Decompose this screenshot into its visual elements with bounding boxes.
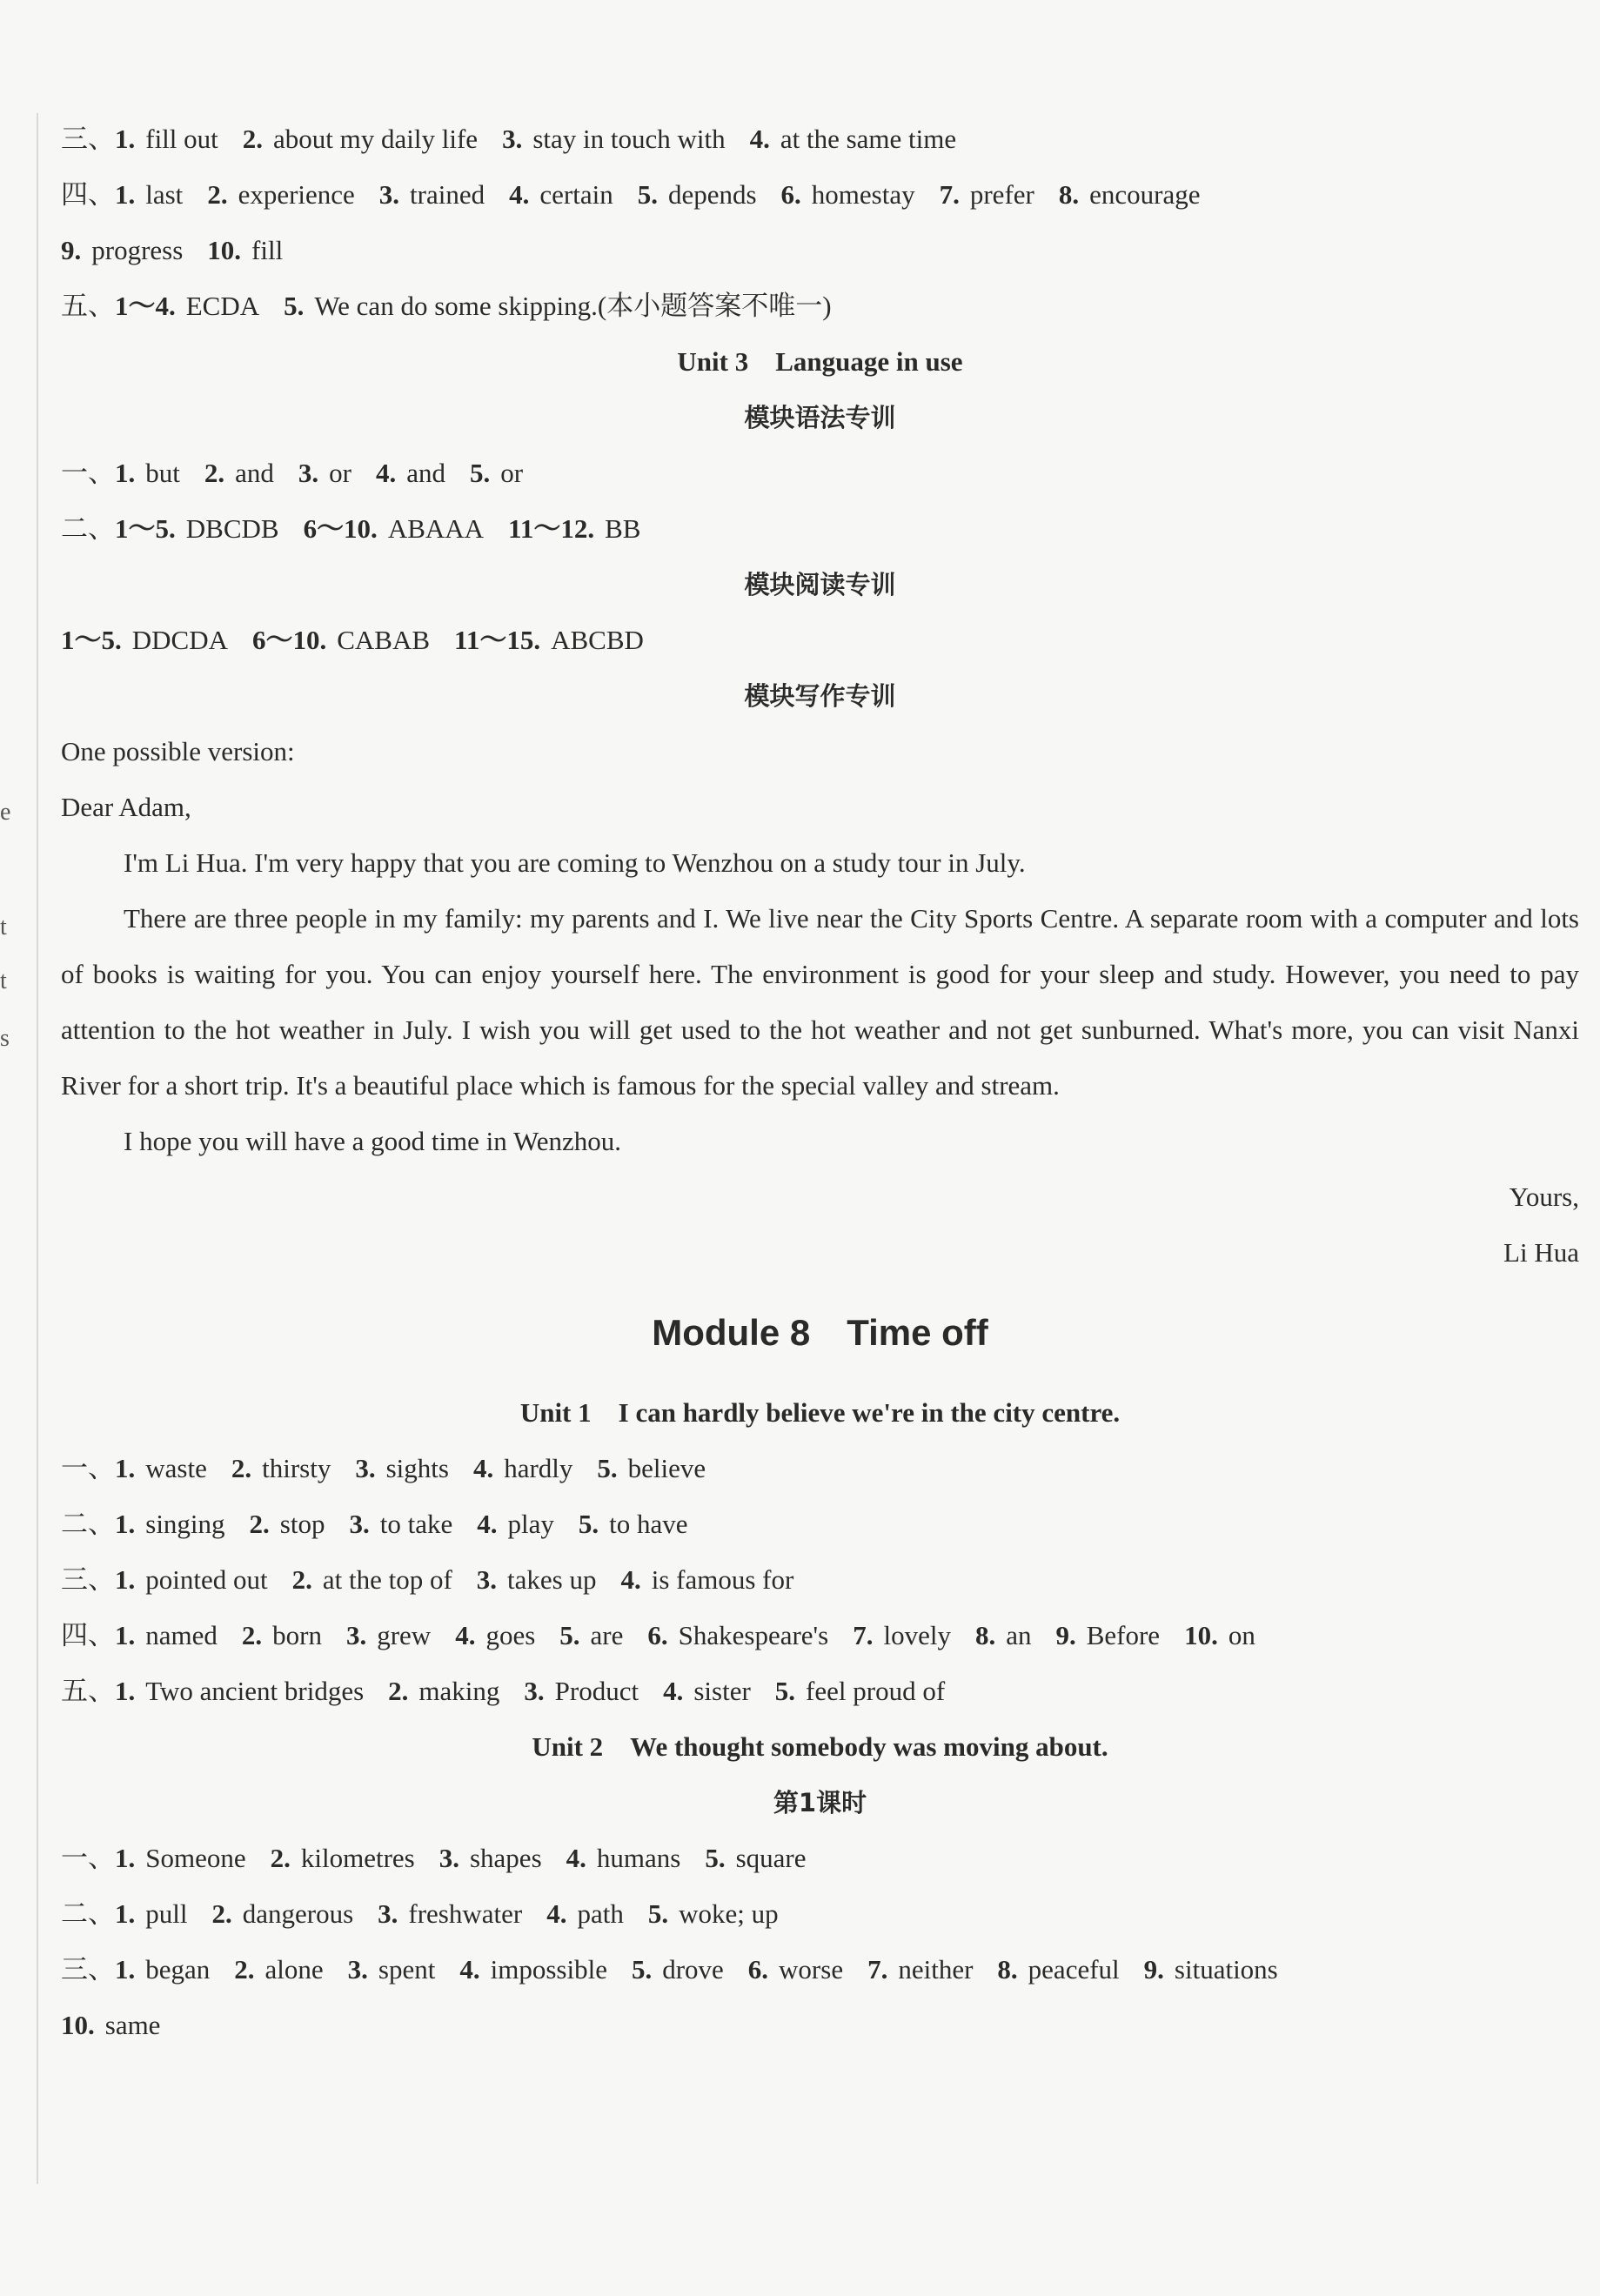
answer-row bbox=[61, 501, 1579, 557]
answer-text: named bbox=[145, 1620, 218, 1650]
section-prefix: 三、 bbox=[61, 1564, 115, 1595]
answer-text: at the top of bbox=[322, 1564, 452, 1595]
section-prefix: 四、 bbox=[61, 179, 115, 210]
letter-signature: Li Hua bbox=[1503, 1237, 1579, 1268]
section-prefix: 二、 bbox=[61, 1898, 115, 1929]
question-number: 2. bbox=[204, 458, 225, 488]
answer-row bbox=[61, 1496, 1579, 1552]
answer-text: same bbox=[104, 2010, 161, 2040]
edge-fragment: t bbox=[0, 967, 7, 994]
letter-closing: Yours, bbox=[1509, 1181, 1579, 1212]
answer-text: square bbox=[735, 1843, 807, 1873]
question-number: 1. bbox=[115, 1564, 136, 1595]
question-number: 6. bbox=[647, 1620, 668, 1650]
question-number: 11～15. bbox=[454, 625, 541, 655]
question-number: 3. bbox=[502, 124, 523, 154]
letter-salutation: Dear Adam, bbox=[61, 792, 191, 822]
answer-row bbox=[61, 1886, 1579, 1942]
question-number: 2. bbox=[211, 1898, 232, 1929]
question-number: 1. bbox=[115, 1453, 136, 1483]
answer-text: neither bbox=[898, 1954, 974, 1985]
module-title: Module 8 Time off bbox=[652, 1312, 988, 1353]
question-number: 3. bbox=[378, 1898, 398, 1929]
answer-text: or bbox=[329, 458, 351, 488]
question-number: 5. bbox=[597, 1453, 618, 1483]
answer-key-page bbox=[61, 111, 1579, 2053]
question-number: 2. bbox=[231, 1453, 252, 1483]
question-number: 8. bbox=[997, 1954, 1018, 1985]
question-number: 10. bbox=[61, 2010, 95, 2040]
answer-text: or bbox=[500, 458, 524, 488]
question-number: 8. bbox=[1058, 179, 1080, 210]
answer-text: peaceful bbox=[1028, 1954, 1120, 1985]
question-number: 3. bbox=[298, 458, 319, 488]
question-number: 1. bbox=[115, 1843, 136, 1873]
answer-text: DDCDA bbox=[131, 625, 228, 655]
question-number: 1. bbox=[115, 1954, 136, 1985]
question-number: 2. bbox=[270, 1843, 291, 1873]
letter-paragraph: There are three people in my family: my parents and I. We live near the City Sports Centre. A separate room with a computer and lots of books is waiting for you. You can enjoy yourself here. The environment is good for your sleep and study. However, you need to pay attention to the hot weather in July. I wish you will get used to the hot weather and not get sunburned. What's more, you can visit Nanxi River for a short trip. It's a beautiful place which is famous for the special valley and stream. bbox=[61, 903, 1579, 1101]
question-number: 9. bbox=[1143, 1954, 1164, 1985]
edge-fragment: s bbox=[0, 1025, 10, 1052]
question-number: 2. bbox=[242, 124, 264, 154]
answer-text: fill out bbox=[145, 124, 218, 154]
question-number: 3. bbox=[347, 1954, 368, 1985]
edge-fragment: t bbox=[0, 914, 7, 940]
answer-text: shapes bbox=[469, 1843, 542, 1873]
answer-text: ECDA bbox=[185, 291, 260, 321]
question-number: 5. bbox=[559, 1620, 580, 1650]
answer-row bbox=[61, 1831, 1579, 1886]
question-number: 5. bbox=[284, 291, 305, 321]
answer-text: dangerous bbox=[242, 1898, 354, 1929]
answer-text: an bbox=[1006, 1620, 1032, 1650]
answer-text: Two ancient bridges bbox=[145, 1676, 365, 1706]
question-number: 2. bbox=[241, 1620, 263, 1650]
section-prefix: 三、 bbox=[61, 1954, 115, 1985]
section-prefix: 三、 bbox=[61, 124, 115, 154]
answer-text: play bbox=[507, 1509, 554, 1539]
answer-text: hardly bbox=[504, 1453, 573, 1483]
answer-text: waste bbox=[145, 1453, 207, 1483]
question-number: 7. bbox=[867, 1954, 888, 1985]
answer-text: path bbox=[577, 1898, 624, 1929]
question-number: 4. bbox=[509, 179, 530, 210]
question-number: 3. bbox=[378, 179, 400, 210]
answer-text: BB bbox=[605, 513, 641, 544]
answer-text: Someone bbox=[145, 1843, 246, 1873]
answer-row bbox=[61, 1441, 1579, 1496]
answer-text: and bbox=[406, 458, 445, 488]
answer-row bbox=[61, 111, 1579, 167]
section-prefix: 二、 bbox=[61, 513, 115, 544]
answer-text: worse bbox=[779, 1954, 844, 1985]
question-number: 1～5. bbox=[61, 625, 122, 655]
question-number: 4. bbox=[472, 1453, 494, 1483]
question-number: 2. bbox=[234, 1954, 255, 1985]
question-number: 4. bbox=[749, 124, 770, 154]
answer-text: impossible bbox=[490, 1954, 607, 1985]
answer-text: Shakespeare's bbox=[678, 1620, 829, 1650]
answer-text: depends bbox=[667, 179, 757, 210]
answer-text: goes bbox=[485, 1620, 536, 1650]
answer-row bbox=[61, 445, 1579, 501]
question-number: 4. bbox=[455, 1620, 476, 1650]
answer-row bbox=[61, 1552, 1579, 1608]
answer-text: born bbox=[272, 1620, 322, 1650]
question-number: 9. bbox=[1055, 1620, 1076, 1650]
answer-text: prefer bbox=[969, 179, 1034, 210]
question-number: 7. bbox=[853, 1620, 874, 1650]
answer-text: Product bbox=[554, 1676, 639, 1706]
section-prefix: 一、 bbox=[61, 1843, 115, 1873]
answer-text: freshwater bbox=[408, 1898, 523, 1929]
answer-text: thirsty bbox=[262, 1453, 331, 1483]
answer-text: pull bbox=[145, 1898, 188, 1929]
question-number: 5. bbox=[705, 1843, 726, 1873]
letter-paragraph: I'm Li Hua. I'm very happy that you are coming to Wenzhou on a study tour in July. bbox=[124, 847, 1026, 878]
question-number: 3. bbox=[476, 1564, 498, 1595]
answer-text: spent bbox=[378, 1954, 436, 1985]
question-number: 3. bbox=[355, 1453, 376, 1483]
question-number: 5. bbox=[578, 1509, 599, 1539]
section-prefix: 五、 bbox=[61, 291, 115, 321]
question-number: 4. bbox=[566, 1843, 586, 1873]
question-number: 5. bbox=[469, 458, 491, 488]
answer-row bbox=[61, 278, 1579, 334]
answer-text: sister bbox=[693, 1676, 751, 1706]
answer-text: pointed out bbox=[145, 1564, 268, 1595]
answer-text: to have bbox=[609, 1509, 688, 1539]
answer-text: situations bbox=[1174, 1954, 1278, 1985]
question-number: 3. bbox=[345, 1620, 367, 1650]
writing-intro: One possible version: bbox=[61, 736, 295, 766]
answer-text: are bbox=[590, 1620, 624, 1650]
answer-text: fill bbox=[251, 235, 284, 265]
unit-title: Unit 1 I can hardly believe we're in the city centre. bbox=[519, 1397, 1121, 1428]
answer-text: making bbox=[418, 1676, 500, 1706]
question-number: 6. bbox=[780, 179, 801, 210]
question-number: 4. bbox=[620, 1564, 641, 1595]
question-number: 4. bbox=[663, 1676, 684, 1706]
answer-text: at the same time bbox=[780, 124, 957, 154]
answer-text: last bbox=[145, 179, 184, 210]
section-heading: 模块写作专训 bbox=[744, 681, 896, 711]
answer-text: but bbox=[145, 458, 180, 488]
answer-text: began bbox=[145, 1954, 211, 1985]
question-number: 5. bbox=[637, 179, 658, 210]
question-number: 7. bbox=[939, 179, 960, 210]
answer-text: certain bbox=[539, 179, 613, 210]
question-number: 1. bbox=[115, 124, 136, 154]
question-number: 1. bbox=[115, 458, 136, 488]
answer-text: lovely bbox=[883, 1620, 951, 1650]
answer-text: CABAB bbox=[337, 625, 431, 655]
answer-text: kilometres bbox=[300, 1843, 415, 1873]
question-number: 1. bbox=[115, 1676, 136, 1706]
answer-text: ABAAA bbox=[387, 513, 485, 544]
answer-text: humans bbox=[596, 1843, 681, 1873]
question-number: 6～10. bbox=[251, 625, 327, 655]
answer-text: ABCBD bbox=[551, 625, 644, 655]
answer-text: We can do some skipping.(本小题答案不唯一) bbox=[314, 291, 832, 321]
question-number: 2. bbox=[249, 1509, 270, 1539]
question-number: 6. bbox=[747, 1954, 769, 1985]
answer-text: on bbox=[1228, 1620, 1255, 1650]
answer-text: feel proud of bbox=[806, 1676, 946, 1706]
question-number: 11～12. bbox=[508, 513, 595, 544]
answer-text: to take bbox=[379, 1509, 453, 1539]
answer-row bbox=[61, 167, 1579, 223]
section-heading: 模块阅读专训 bbox=[744, 570, 896, 599]
answer-row bbox=[61, 612, 1579, 668]
question-number: 1. bbox=[115, 179, 136, 210]
edge-fragment: e bbox=[0, 799, 11, 826]
section-prefix: 四、 bbox=[61, 1620, 115, 1650]
question-number: 1. bbox=[115, 1509, 136, 1539]
question-number: 9. bbox=[61, 235, 82, 265]
answer-row bbox=[61, 1998, 1579, 2053]
question-number: 1～4. bbox=[115, 291, 176, 321]
question-number: 4. bbox=[546, 1898, 567, 1929]
question-number: 2. bbox=[291, 1564, 312, 1595]
answer-text: DBCDB bbox=[185, 513, 279, 544]
question-number: 3. bbox=[349, 1509, 370, 1539]
answer-row bbox=[61, 1663, 1579, 1719]
section-heading: 模块语法专训 bbox=[744, 403, 896, 432]
answer-text: Before bbox=[1086, 1620, 1161, 1650]
question-number: 10. bbox=[207, 235, 242, 265]
section-prefix: 五、 bbox=[61, 1676, 115, 1706]
question-number: 8. bbox=[974, 1620, 996, 1650]
answer-text: singing bbox=[145, 1509, 225, 1539]
answer-text: is famous for bbox=[651, 1564, 794, 1595]
question-number: 3. bbox=[438, 1843, 459, 1873]
section-prefix: 一、 bbox=[61, 458, 115, 488]
question-number: 5. bbox=[631, 1954, 653, 1985]
answer-text: drove bbox=[662, 1954, 724, 1985]
question-number: 6～10. bbox=[303, 513, 378, 544]
unit-title: Unit 2 We thought somebody was moving about. bbox=[532, 1731, 1108, 1762]
answer-text: homestay bbox=[811, 179, 915, 210]
answer-text: about my daily life bbox=[273, 124, 479, 154]
answer-text: grew bbox=[377, 1620, 432, 1650]
question-number: 10. bbox=[1184, 1620, 1218, 1650]
question-number: 5. bbox=[647, 1898, 669, 1929]
question-number: 1～5. bbox=[115, 513, 176, 544]
section-prefix: 二、 bbox=[61, 1509, 115, 1539]
question-number: 4. bbox=[477, 1509, 498, 1539]
answer-text: stay in touch with bbox=[532, 124, 726, 154]
answer-text: takes up bbox=[507, 1564, 597, 1595]
question-number: 1. bbox=[115, 1898, 136, 1929]
answer-text: experience bbox=[238, 179, 355, 210]
question-number: 2. bbox=[388, 1676, 409, 1706]
answer-text: alone bbox=[264, 1954, 324, 1985]
answer-row bbox=[61, 1608, 1579, 1663]
answer-text: stop bbox=[279, 1509, 325, 1539]
answer-row bbox=[61, 1942, 1579, 1998]
answer-text: woke; up bbox=[679, 1898, 779, 1929]
section-prefix: 一、 bbox=[61, 1453, 115, 1483]
question-number: 2. bbox=[207, 179, 228, 210]
question-number: 4. bbox=[459, 1954, 480, 1985]
answer-text: encourage bbox=[1089, 179, 1201, 210]
question-number: 3. bbox=[524, 1676, 545, 1706]
answer-text: progress bbox=[91, 235, 184, 265]
answer-text: and bbox=[235, 458, 274, 488]
answer-row bbox=[61, 223, 1579, 278]
unit-title: Unit 3 Language in use bbox=[677, 346, 963, 377]
answer-text: believe bbox=[627, 1453, 706, 1483]
lesson-heading: 第1课时 bbox=[773, 1788, 867, 1817]
answer-text: sights bbox=[385, 1453, 449, 1483]
question-number: 5. bbox=[774, 1676, 796, 1706]
margin-rule bbox=[37, 113, 38, 2184]
letter-paragraph: I hope you will have a good time in Wenzhou. bbox=[124, 1126, 622, 1156]
question-number: 1. bbox=[115, 1620, 136, 1650]
question-number: 4. bbox=[375, 458, 397, 488]
answer-text: trained bbox=[410, 179, 485, 210]
